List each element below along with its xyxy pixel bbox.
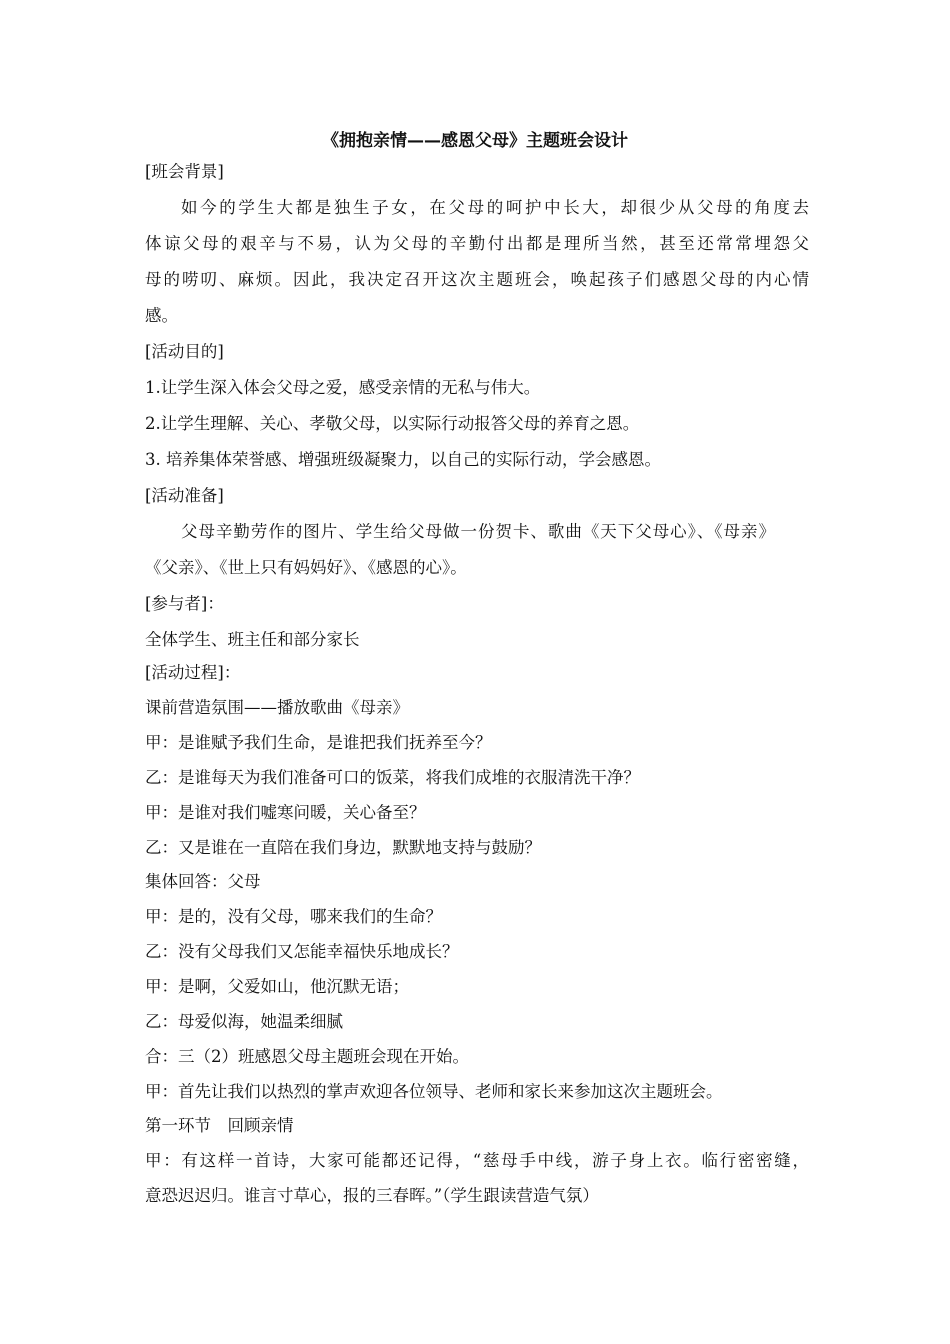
script-line: 合：三（2）班感恩父母主题班会现在开始。 — [145, 1047, 469, 1066]
goal-item-3: 3. 培养集体荣誉感、增强班级凝聚力，以自己的实际行动，学会感恩。 — [145, 450, 661, 469]
process-heading: [活动过程]： — [145, 663, 241, 682]
prep-line-2: 《父亲》、《世上只有妈妈好》、《感恩的心》。 — [145, 558, 467, 577]
script-line: 甲：是的，没有父母，哪来我们的生命？ — [145, 907, 442, 926]
script-line: 集体回答：父母 — [145, 872, 261, 891]
background-paragraph-line-4: 感。 — [145, 306, 178, 325]
script-line: 乙：没有父母我们又怎能幸福快乐地成长？ — [145, 942, 459, 961]
script-line: 乙：是谁每天为我们准备可口的饭菜，将我们成堆的衣服清洗干净？ — [145, 768, 640, 787]
script-line: 课前营造氛围——播放歌曲《母亲》 — [145, 698, 409, 717]
goal-heading: [活动目的] — [145, 342, 224, 361]
goal-item-2: 2.让学生理解、关心、孝敬父母，以实际行动报答父母的养育之恩。 — [145, 414, 640, 433]
prep-line-1: 父母辛勤劳作的图片、学生给父母做一份贺卡、歌曲《天下父母心》、《母亲》 — [181, 522, 775, 541]
script-line: 甲：是啊，父爱如山，他沉默无语； — [145, 977, 409, 996]
participants-heading: [参与者]： — [145, 594, 224, 613]
participants-text: 全体学生、班主任和部分家长 — [145, 630, 360, 649]
script-line: 乙：母爱似海，她温柔细腻 — [145, 1012, 343, 1031]
background-heading: [班会背景] — [145, 162, 224, 181]
script-line: 甲：首先让我们以热烈的掌声欢迎各位领导、老师和家长来参加这次主题班会。 — [145, 1082, 723, 1101]
document-title: 《拥抱亲情——感恩父母》主题班会设计 — [322, 131, 628, 151]
background-paragraph-line-2: 体谅父母的艰辛与不易，认为父母的辛勤付出都是理所当然，甚至还常常埋怨父 — [145, 234, 809, 253]
background-paragraph-line-1: 如今的学生大都是独生子女，在父母的呵护中长大，却很少从父母的角度去 — [181, 198, 809, 217]
section-heading: 第一环节 回顾亲情 — [145, 1116, 294, 1135]
script-line: 乙：又是谁在一直陪在我们身边，默默地支持与鼓励？ — [145, 838, 541, 857]
script-line: 甲：是谁对我们嘘寒问暖，关心备至？ — [145, 803, 426, 822]
script-line: 甲：是谁赋予我们生命，是谁把我们抚养至今？ — [145, 733, 492, 752]
goal-item-1: 1.让学生深入体会父母之爱，感受亲情的无私与伟大。 — [145, 378, 541, 397]
poem-line-2: 意恐迟迟归。谁言寸草心，报的三春晖。”（学生跟读营造气氛） — [145, 1186, 599, 1205]
poem-line-1: 甲：有这样一首诗，大家可能都还记得，“慈母手中线，游子身上衣。临行密密缝， — [145, 1151, 809, 1170]
background-paragraph-line-3: 母的唠叨、麻烦。因此，我决定召开这次主题班会，唤起孩子们感恩父母的内心情 — [145, 270, 809, 289]
prep-heading: [活动准备] — [145, 486, 224, 505]
